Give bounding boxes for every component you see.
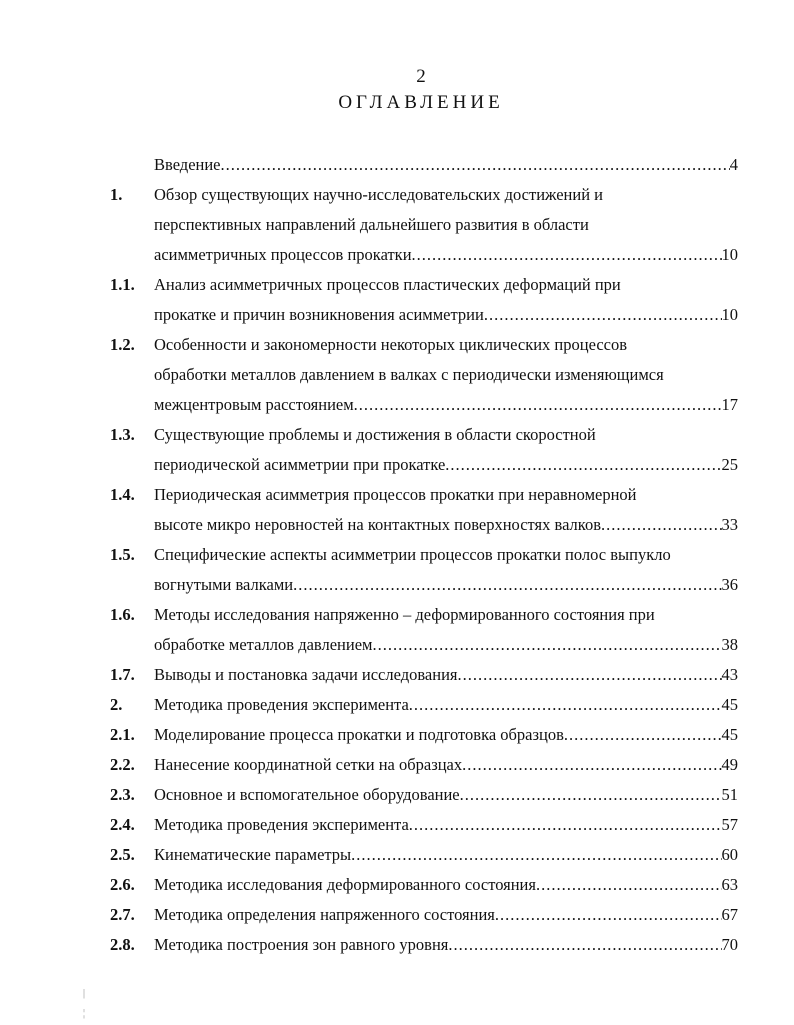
toc-entry-line: Выводы и постановка задачи исследования bbox=[154, 665, 458, 684]
leader-dots bbox=[536, 870, 722, 900]
toc-entry-line: периодической асимметрии при прокатке bbox=[154, 455, 446, 474]
toc-entry bbox=[0, 180, 794, 270]
toc-entry bbox=[0, 600, 794, 660]
leader-dots bbox=[564, 720, 722, 750]
toc-entry-line: перспективных направлений дальнейшего развития в области bbox=[154, 215, 589, 234]
toc-entry-line: прокатке и причин возникновения асимметрии bbox=[154, 305, 484, 324]
toc-entry bbox=[0, 780, 794, 810]
toc-entry-line: межцентровым расстоянием bbox=[154, 395, 354, 414]
toc-entry bbox=[0, 480, 794, 540]
toc-entry-text bbox=[154, 480, 738, 540]
toc-entry-line: Анализ асимметричных процессов пластических деформаций при bbox=[154, 275, 621, 294]
toc-entry-number: 1.2. bbox=[110, 335, 135, 354]
leader-dots bbox=[409, 810, 722, 840]
leader-dots bbox=[412, 240, 722, 270]
toc-entry-line: Основное и вспомогательное оборудование bbox=[154, 785, 460, 804]
toc-entry-page: 51 bbox=[721, 785, 738, 804]
toc-entry-line: Особенности и закономерности некоторых циклических процессов bbox=[154, 335, 628, 354]
toc-entry-text bbox=[154, 840, 738, 870]
margin-mark: ¦ bbox=[83, 1008, 86, 1019]
leader-dots bbox=[448, 930, 721, 960]
toc-entry-number: 2.7. bbox=[110, 905, 135, 924]
toc-entry-page: 57 bbox=[721, 815, 738, 834]
leader-dots bbox=[601, 510, 722, 540]
toc-entry-number: 2.2. bbox=[110, 755, 135, 774]
toc-entry bbox=[0, 690, 794, 720]
leader-dots bbox=[458, 660, 722, 690]
leader-dots bbox=[351, 840, 721, 870]
toc-entry-page: 17 bbox=[721, 395, 738, 414]
toc-entry-text bbox=[154, 270, 738, 330]
toc-entry-text bbox=[154, 930, 738, 960]
toc-entry-number: 2.3. bbox=[110, 785, 135, 804]
toc-entry-number: 2.1. bbox=[110, 725, 135, 744]
toc-entry bbox=[0, 150, 794, 180]
toc-entry-line: Методика определения напряженного состояния bbox=[154, 905, 495, 924]
toc-entry bbox=[0, 750, 794, 780]
toc-entry-number: 1.7. bbox=[110, 665, 135, 684]
leader-dots bbox=[445, 450, 721, 480]
leader-dots bbox=[354, 390, 722, 420]
toc-entry-page: 45 bbox=[721, 725, 738, 744]
toc-entry-line: асимметричных процессов прокатки bbox=[154, 245, 412, 264]
toc-entry-page: 4 bbox=[729, 155, 738, 174]
toc-entry-page: 63 bbox=[721, 875, 738, 894]
toc-entry-line: Методы исследования напряженно – деформированного состояния при bbox=[154, 605, 655, 624]
toc-entry-line: Обзор существующих научно-исследовательских достижений и bbox=[154, 185, 603, 204]
toc-entry-page: 36 bbox=[721, 575, 738, 594]
leader-dots bbox=[372, 630, 721, 660]
page-title: ОГЛАВЛЕНИЕ bbox=[338, 92, 504, 113]
toc-entry-text bbox=[154, 750, 738, 780]
toc-entry-line: Методика исследования деформированного состояния bbox=[154, 875, 536, 894]
toc-entry bbox=[0, 930, 794, 960]
toc-entry-number: 1.6. bbox=[110, 605, 135, 624]
toc-entry-number: 1.4. bbox=[110, 485, 135, 504]
toc-entry-text bbox=[154, 330, 738, 420]
leader-dots bbox=[221, 150, 730, 180]
toc-entry bbox=[0, 720, 794, 750]
leader-dots bbox=[293, 570, 721, 600]
toc-entry bbox=[0, 900, 794, 930]
toc-entry-number: 2.6. bbox=[110, 875, 135, 894]
toc-entry-line: вогнутыми валками bbox=[154, 575, 294, 594]
leader-dots bbox=[460, 780, 722, 810]
leader-dots bbox=[409, 690, 722, 720]
toc-entry-text bbox=[154, 780, 738, 810]
toc-entry-text bbox=[154, 690, 738, 720]
leader-dots bbox=[484, 300, 722, 330]
toc-entry-text bbox=[154, 600, 738, 660]
toc-entry-page: 25 bbox=[721, 455, 738, 474]
toc-entry-number: 1.1. bbox=[110, 275, 135, 294]
toc-entry-text bbox=[154, 540, 738, 600]
toc-entry-page: 33 bbox=[721, 515, 738, 534]
toc-entry-line: Введение bbox=[154, 155, 221, 174]
margin-mark: | bbox=[83, 988, 86, 999]
toc-entry bbox=[0, 540, 794, 600]
toc-entry-page: 43 bbox=[721, 665, 738, 684]
toc-entry bbox=[0, 270, 794, 330]
toc-entry bbox=[0, 840, 794, 870]
toc-entry-text bbox=[154, 900, 738, 930]
page-number: 2 bbox=[416, 66, 426, 87]
toc-entry-page: 70 bbox=[721, 935, 738, 954]
toc-entry-page: 38 bbox=[721, 635, 738, 654]
toc-entry-text bbox=[154, 180, 738, 270]
toc-entry-text bbox=[154, 420, 738, 480]
toc-entry-page: 10 bbox=[721, 305, 738, 324]
toc-entry bbox=[0, 330, 794, 420]
leader-dots bbox=[462, 750, 721, 780]
toc-entry-page: 45 bbox=[721, 695, 738, 714]
toc-entry-line: высоте микро неровностей на контактных поверхностях валков bbox=[154, 515, 601, 534]
toc-entry-number: 2.8. bbox=[110, 935, 135, 954]
toc-entry-text bbox=[154, 870, 738, 900]
toc-entry-number: 2.5. bbox=[110, 845, 135, 864]
toc-entry-line: обработки металлов давлением в валках с периодически изменяющимся bbox=[154, 365, 664, 384]
toc-entry-line: Специфические аспекты асимметрии процессов прокатки полос выпукло bbox=[154, 545, 671, 564]
toc-entry bbox=[0, 420, 794, 480]
toc-entry-text bbox=[154, 720, 738, 750]
toc-entry bbox=[0, 810, 794, 840]
toc-entry-line: Нанесение координатной сетки на образцах bbox=[154, 755, 463, 774]
toc-entry-number: 2. bbox=[110, 695, 123, 714]
toc-entry-line: Методика проведения эксперимента bbox=[154, 695, 409, 714]
toc-entry-line: Кинематические параметры bbox=[154, 845, 352, 864]
toc-entry-number: 1.5. bbox=[110, 545, 135, 564]
toc-entry-line: обработке металлов давлением bbox=[154, 635, 373, 654]
toc-entry-page: 49 bbox=[721, 755, 738, 774]
toc-entry bbox=[0, 870, 794, 900]
toc-entry-page: 10 bbox=[721, 245, 738, 264]
toc-entry-page: 67 bbox=[721, 905, 738, 924]
toc-entry-text bbox=[154, 660, 738, 690]
toc-entry-page: 60 bbox=[721, 845, 738, 864]
toc-entry bbox=[0, 660, 794, 690]
toc-entry-line: Методика построения зон равного уровня bbox=[154, 935, 449, 954]
toc-entry-text bbox=[154, 150, 738, 180]
toc-entry-line: Методика проведения эксперимента bbox=[154, 815, 409, 834]
toc-entry-line: Моделирование процесса прокатки и подготовка образцов bbox=[154, 725, 564, 744]
toc-entry-number: 2.4. bbox=[110, 815, 135, 834]
toc-entry-number: 1. bbox=[110, 185, 123, 204]
toc-entry-text bbox=[154, 810, 738, 840]
toc-entry-number: 1.3. bbox=[110, 425, 135, 444]
leader-dots bbox=[495, 900, 722, 930]
toc-entry-line: Периодическая асимметрия процессов прокатки при неравномерной bbox=[154, 485, 637, 504]
toc-entry-line: Существующие проблемы и достижения в области скоростной bbox=[154, 425, 596, 444]
